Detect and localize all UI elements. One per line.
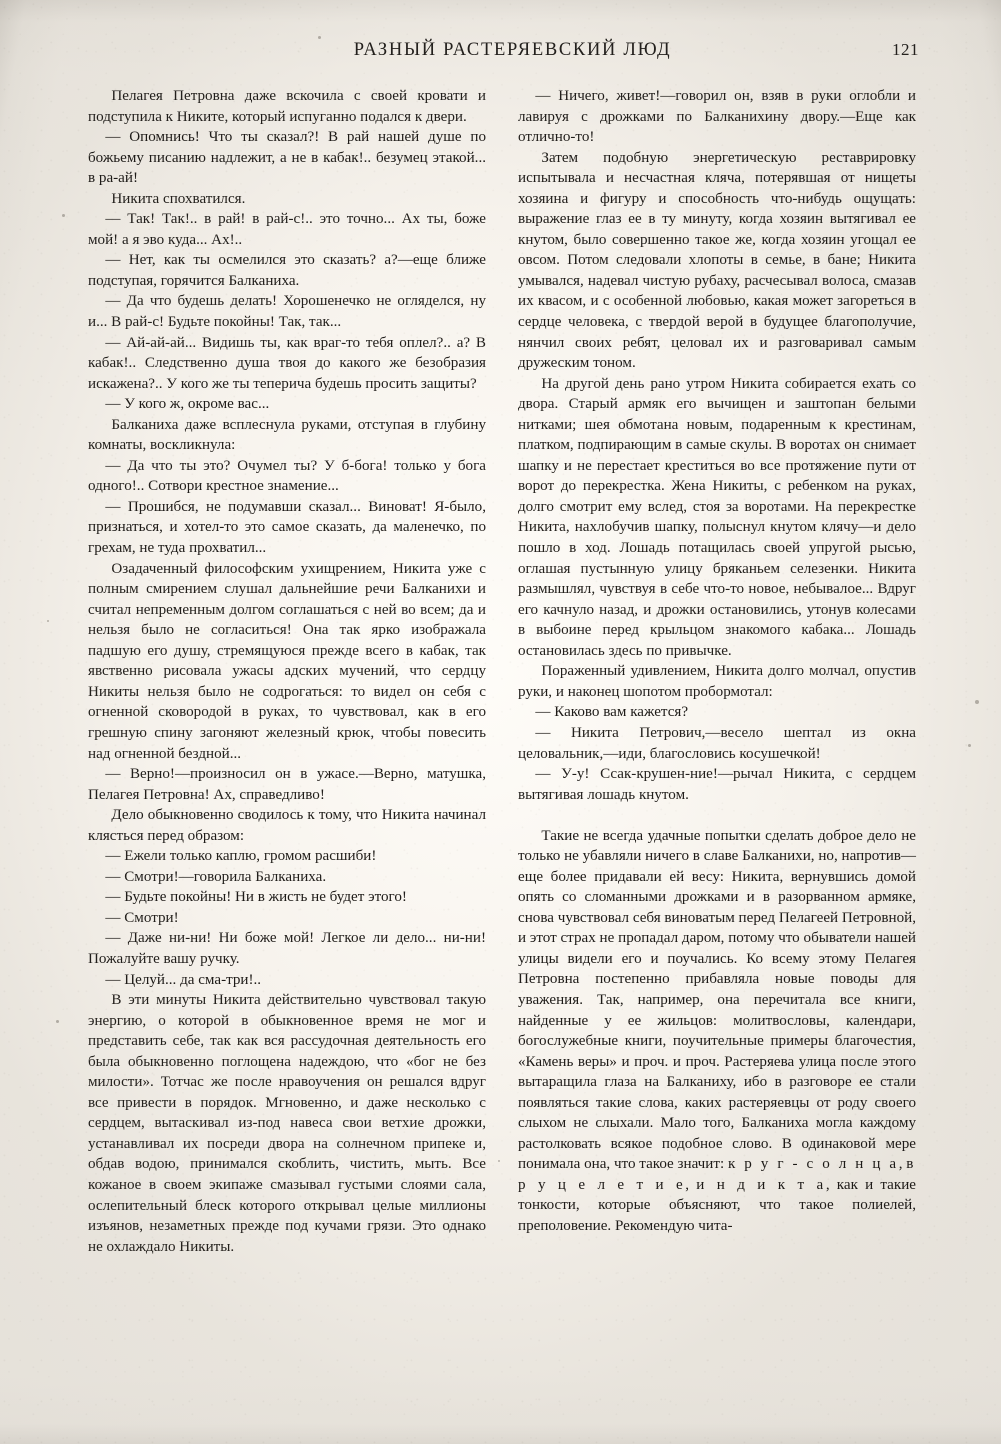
body-paragraph: Балканиха даже всплеснула руками, отступая в глубину комнаты, воскликнула: [88, 416, 486, 454]
body-paragraph: Такие не всегда удачные попытки сделать доброе дело не только не убавляли ничего в славе Балканихи, но, напротив—еще более придавали ей весу: Никита, вернувшись домой опять со сломанными дрожками и в разорванном армяке, снова чувствовал себя виноватым перед Пелагеей Петровной, и этот страх не пропадал даром, потому что обыватели нашей улицы видели его и поучались. Ко всему этому Пелагея Петровна постепенно прибавляла новые поводы для уважения. Так, например, она перечитала все книги, найденные у ее жильцов: молитвословы, календари, богослужебные книги, поучительные примеры благочестия, «Камень веры» и проч. и проч. Растеряева улица после этого вытаращила глаза на Балканиху, ибо в разговоре ее стали появляться такие слова, каких растеряевцы от роду своего слыхом не слыхали. Мало того, Балканиха могла каждому растолковать всякое подобное слово. В одинаковой мере понимала она, что такое значит: к р у г - с о л н ц а, в р у ц е л е т и е, и н д и к т а, как и такие тонкости, которые объясняют, что такое полиелей, преполовение. Рекомендую чита- [518, 827, 916, 1235]
body-paragraph: В эти минуты Никита действительно чувствовал такую энергию, о которой в обыкновенное время не мог и представить себе, так как вся рассудочная деятельность его была обыкновенно поглощена надеждою, что «бог не без милости». Тотчас же после нравоучения он решался вдруг все привести в порядок. Мгновенно, и даже несколько с сердцем, вытаскивал из-под навеса свои ветхие дрожки, устанавливал их посреди двора на солнечном припеке и, обдав водою, принимался скоблить, чистить, мыть. Все кожаное в своем экипаже смазывал густыми слоями сала, ослепительный блеск которого открывал целые миллионы изъянов, незаметных прежде под кучами грязи. Это однако не охлаждало Никиты. [88, 992, 486, 1255]
body-paragraph: На другой день рано утром Никита собирается ехать со двора. Старый армяк его вычищен и заштопан белыми нитками; шея обмотана новым, подаренным к крестинам, платком, подпирающим в самые скулы. В воротах он снимает шапку и не перестает креститься во все протяжение пути от ворот до перекрестка. Жена Никиты, с ребенком на руках, долго смотрит ему вслед, стоя за воротами. На перекрестке Никита, нахлобучив шапку, полыснул кнутом клячу—и дело пошло в ход. Лошадь потащилась своей упругой рысью, оглашая пустынную улицу бряканьем селезенки. Никита размышлял, чувствуя в себе что-то новое, небывалое... Вдруг его качнуло назад, и дрожки остановились, утонув колесами в выбоине перед крыльцом знакомого кабака... Лошадь остановилась здесь по привычке. [518, 375, 916, 659]
dialogue-paragraph: — Никита Петрович,—весело шептал из окна целовальник,—иди, благословись косушечкой! [518, 724, 916, 762]
dialogue-paragraph: — Да что будешь делать! Хорошенечко не огляделся, ну и... В рай-с! Будьте покойны! Так, так... [88, 293, 486, 331]
paper-speck [56, 1020, 59, 1023]
dialogue-paragraph: — Нет, как ты осмелился это сказать? а?—еще ближе подступая, горячится Балканиха. [88, 252, 486, 289]
dialogue-paragraph: — Ничего, живет!—говорил он, взяв в руки оглобли и лавируя с дрожками по Балканихину двору.—Еще как отлично-то! [518, 88, 916, 146]
dialogue-paragraph: — Будьте покойны! Ни в жисть не будет этого! [105, 889, 407, 906]
dialogue-paragraph: — Смотри!—говорила Балканиха. [105, 868, 327, 885]
dialogue-paragraph: — У-у! Ссак-крушен-ние!—рычал Никита, с сердцем вытягивая лошадь кнутом. [518, 766, 916, 803]
dialogue-paragraph: — Ежели только каплю, громом расшиби! [105, 848, 377, 865]
body-paragraph: Никита спохватился. [111, 190, 246, 207]
dialogue-paragraph: — Ай-ай-ай... Видишь ты, как враг-то тебя оплел?.. а? В кабак!.. Следственно душа твоя до какого же безобразия искажена?.. У кого же ты теперича будешь просить защиты? [88, 334, 486, 392]
emphasised-term: к р у г - с о л н ц а [727, 1156, 899, 1173]
right-text-column [518, 86, 916, 1386]
dialogue-paragraph: — Каково вам кажется? [535, 704, 689, 721]
dialogue-paragraph: — У кого ж, окроме вас... [105, 396, 270, 413]
dialogue-paragraph: — Так! Так!.. в рай! в рай-с!.. это точно... Ах ты, боже мой! а я эво куда... Ах!.. [88, 211, 486, 248]
paper-speck [318, 36, 321, 39]
dialogue-paragraph: — Опомнись! Что ты сказал?! В рай нашей душе по божьему писанию надлежит, а не в кабак!.. безумец этакой... в ра-ай! [88, 129, 486, 187]
emphasised-term: и н д и к т а [696, 1176, 826, 1193]
page-number: 121 [892, 40, 919, 59]
running-head [88, 40, 919, 66]
dialogue-paragraph: — Верно!—произносил он в ужасе.—Верно, матушка, Пелагея Петровна! Ах, справедливо! [88, 766, 486, 803]
body-paragraph: Пелагея Петровна даже вскочила с своей кровати и подступила к Никите, который испуганно подался к двери. [88, 88, 486, 125]
dialogue-paragraph: — Смотри! [105, 909, 179, 926]
page-title: РАЗНЫЙ РАСТЕРЯЕВСКИЙ ЛЮД [353, 40, 672, 60]
dialogue-paragraph: — Да что ты это? Очумел ты? У б-бога! только у бога одного!.. Сотвори крестное знамение... [88, 457, 486, 495]
text-body [88, 86, 916, 1386]
body-paragraph: Озадаченный философским ухищрением, Никита уже с полным смирением слушал дальнейшие речи Балканихи и считал непременным долгом соглашаться с ней во всем; да и нельзя было не согласиться! Она так ярко изображала падшую его душу, стремящуюся прежде всего в кабак, так явственно рисовала ужасы адских мучений, что сердцу Никиты нельзя было не содрогаться: то видел он себя с огненной сковородой в руках, то чувствовал, как в его грешную спину загоняют железный крюк, чтобы повесить над огненной бездной... [88, 560, 486, 762]
left-text-column [88, 86, 486, 1386]
dialogue-paragraph: — Прошибся, не подумавши сказал... Виноват! Я-было, признаться, и хотел-то это самое сказать, да маленечко, по грехам, не туда прохватил... [88, 498, 486, 557]
paper-speck [975, 700, 979, 704]
paper-speck [62, 214, 65, 217]
dialogue-paragraph: — Целуй... да сма-три!.. [105, 971, 262, 988]
dialogue-paragraph: — Даже ни-ни! Ни боже мой! Легкое ли дело... ни-ни! Пожалуйте вашу ручку. [88, 930, 486, 967]
body-paragraph: Пораженный удивлением, Никита долго молчал, опустив руки, и наконец шопотом пробормотал: [518, 663, 916, 700]
emphasised-term: в р у ц е л е т и е [518, 1156, 916, 1193]
body-paragraph: Дело обыкновенно сводилось к тому, что Никита начинал клясться перед образом: [88, 807, 486, 844]
body-paragraph: Затем подобную энергетическую реставрировку испытывала и несчастная кляча, потерявшая от нищеты хозяина и фигуру и способность что-нибудь ощущать: выражение глаз ее в ту минуту, когда хозяин вытягивал ее кнутом, было совершенно такое же, когда хозяин угощал ее овсом. Потом следовали хлопоты в семье, в бане; Никита умывался, надевал чистую рубаху, расчесывал волоса, смазав их квасом, и с особенной любовью, какая может загореться в сердце человека, с твердой верой в будущее благополучие, нянчил своих ребят, целовал их и разговаривал самым дружеским тоном. [518, 149, 916, 372]
paper-speck [968, 744, 971, 747]
paper-speck [47, 620, 49, 622]
